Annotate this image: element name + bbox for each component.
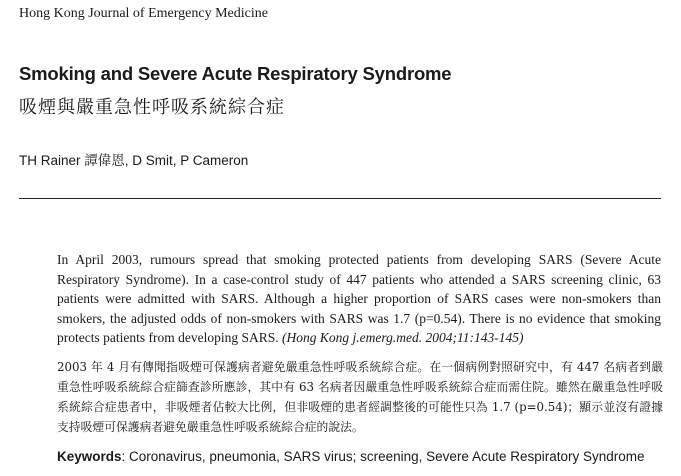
keywords-text: : Coronavirus, pneumonia, SARS virus; screening, Severe Acute Respiratory Syndrome <box>121 449 645 464</box>
keywords <box>57 449 645 464</box>
abstract-english-text: In April 2003, rumours spread that smoking protected patients from developing SARS (Severe Acute Respiratory Syndrome). In a case-control study of 447 patients who attended a SARS screening clinic, 63 patients were admitted with SARS. Although a higher proportion of SARS cases were non-smokers than smokers, the adjusted odds of non-smokers with SARS was 1.7 (p=0.54). There is no evidence that smoking protects patients from developing SARS. <box>57 252 661 345</box>
header-divider <box>19 198 661 199</box>
journal-name: Hong Kong Journal of Emergency Medicine <box>19 6 268 21</box>
abstract-english <box>57 250 661 348</box>
article-title-english: Smoking and Severe Acute Respiratory Syndrome <box>19 63 452 84</box>
article-title-chinese: 吸煙與嚴重急性呼吸系統綜合症 <box>19 97 285 118</box>
abstract-chinese: 2003 年 4 月有傳聞指吸煙可保護病者避免嚴重急性呼吸系統綜合症。在一個病例對照研究中，有 447 名病者到嚴重急性呼吸系統綜合症篩查診所應診，其中有 63 名病者因嚴重急性呼吸系統綜合症而需住院。雖然在嚴重急性呼吸系統綜合症患者中，非吸煙者佔較大比例，但非吸煙的患者經調整後的可能性只為 1.7 (p=0.54)；顯示並沒有證據支持吸煙可保護病者避免嚴重急性呼吸系統綜合症的說法。 <box>57 360 663 434</box>
citation: (Hong Kong j.emerg.med. 2004;11:143-145) <box>281 330 524 345</box>
author-list: TH Rainer 譚偉恩, D Smit, P Cameron <box>19 153 249 168</box>
keywords-label: Keywords <box>57 449 122 464</box>
